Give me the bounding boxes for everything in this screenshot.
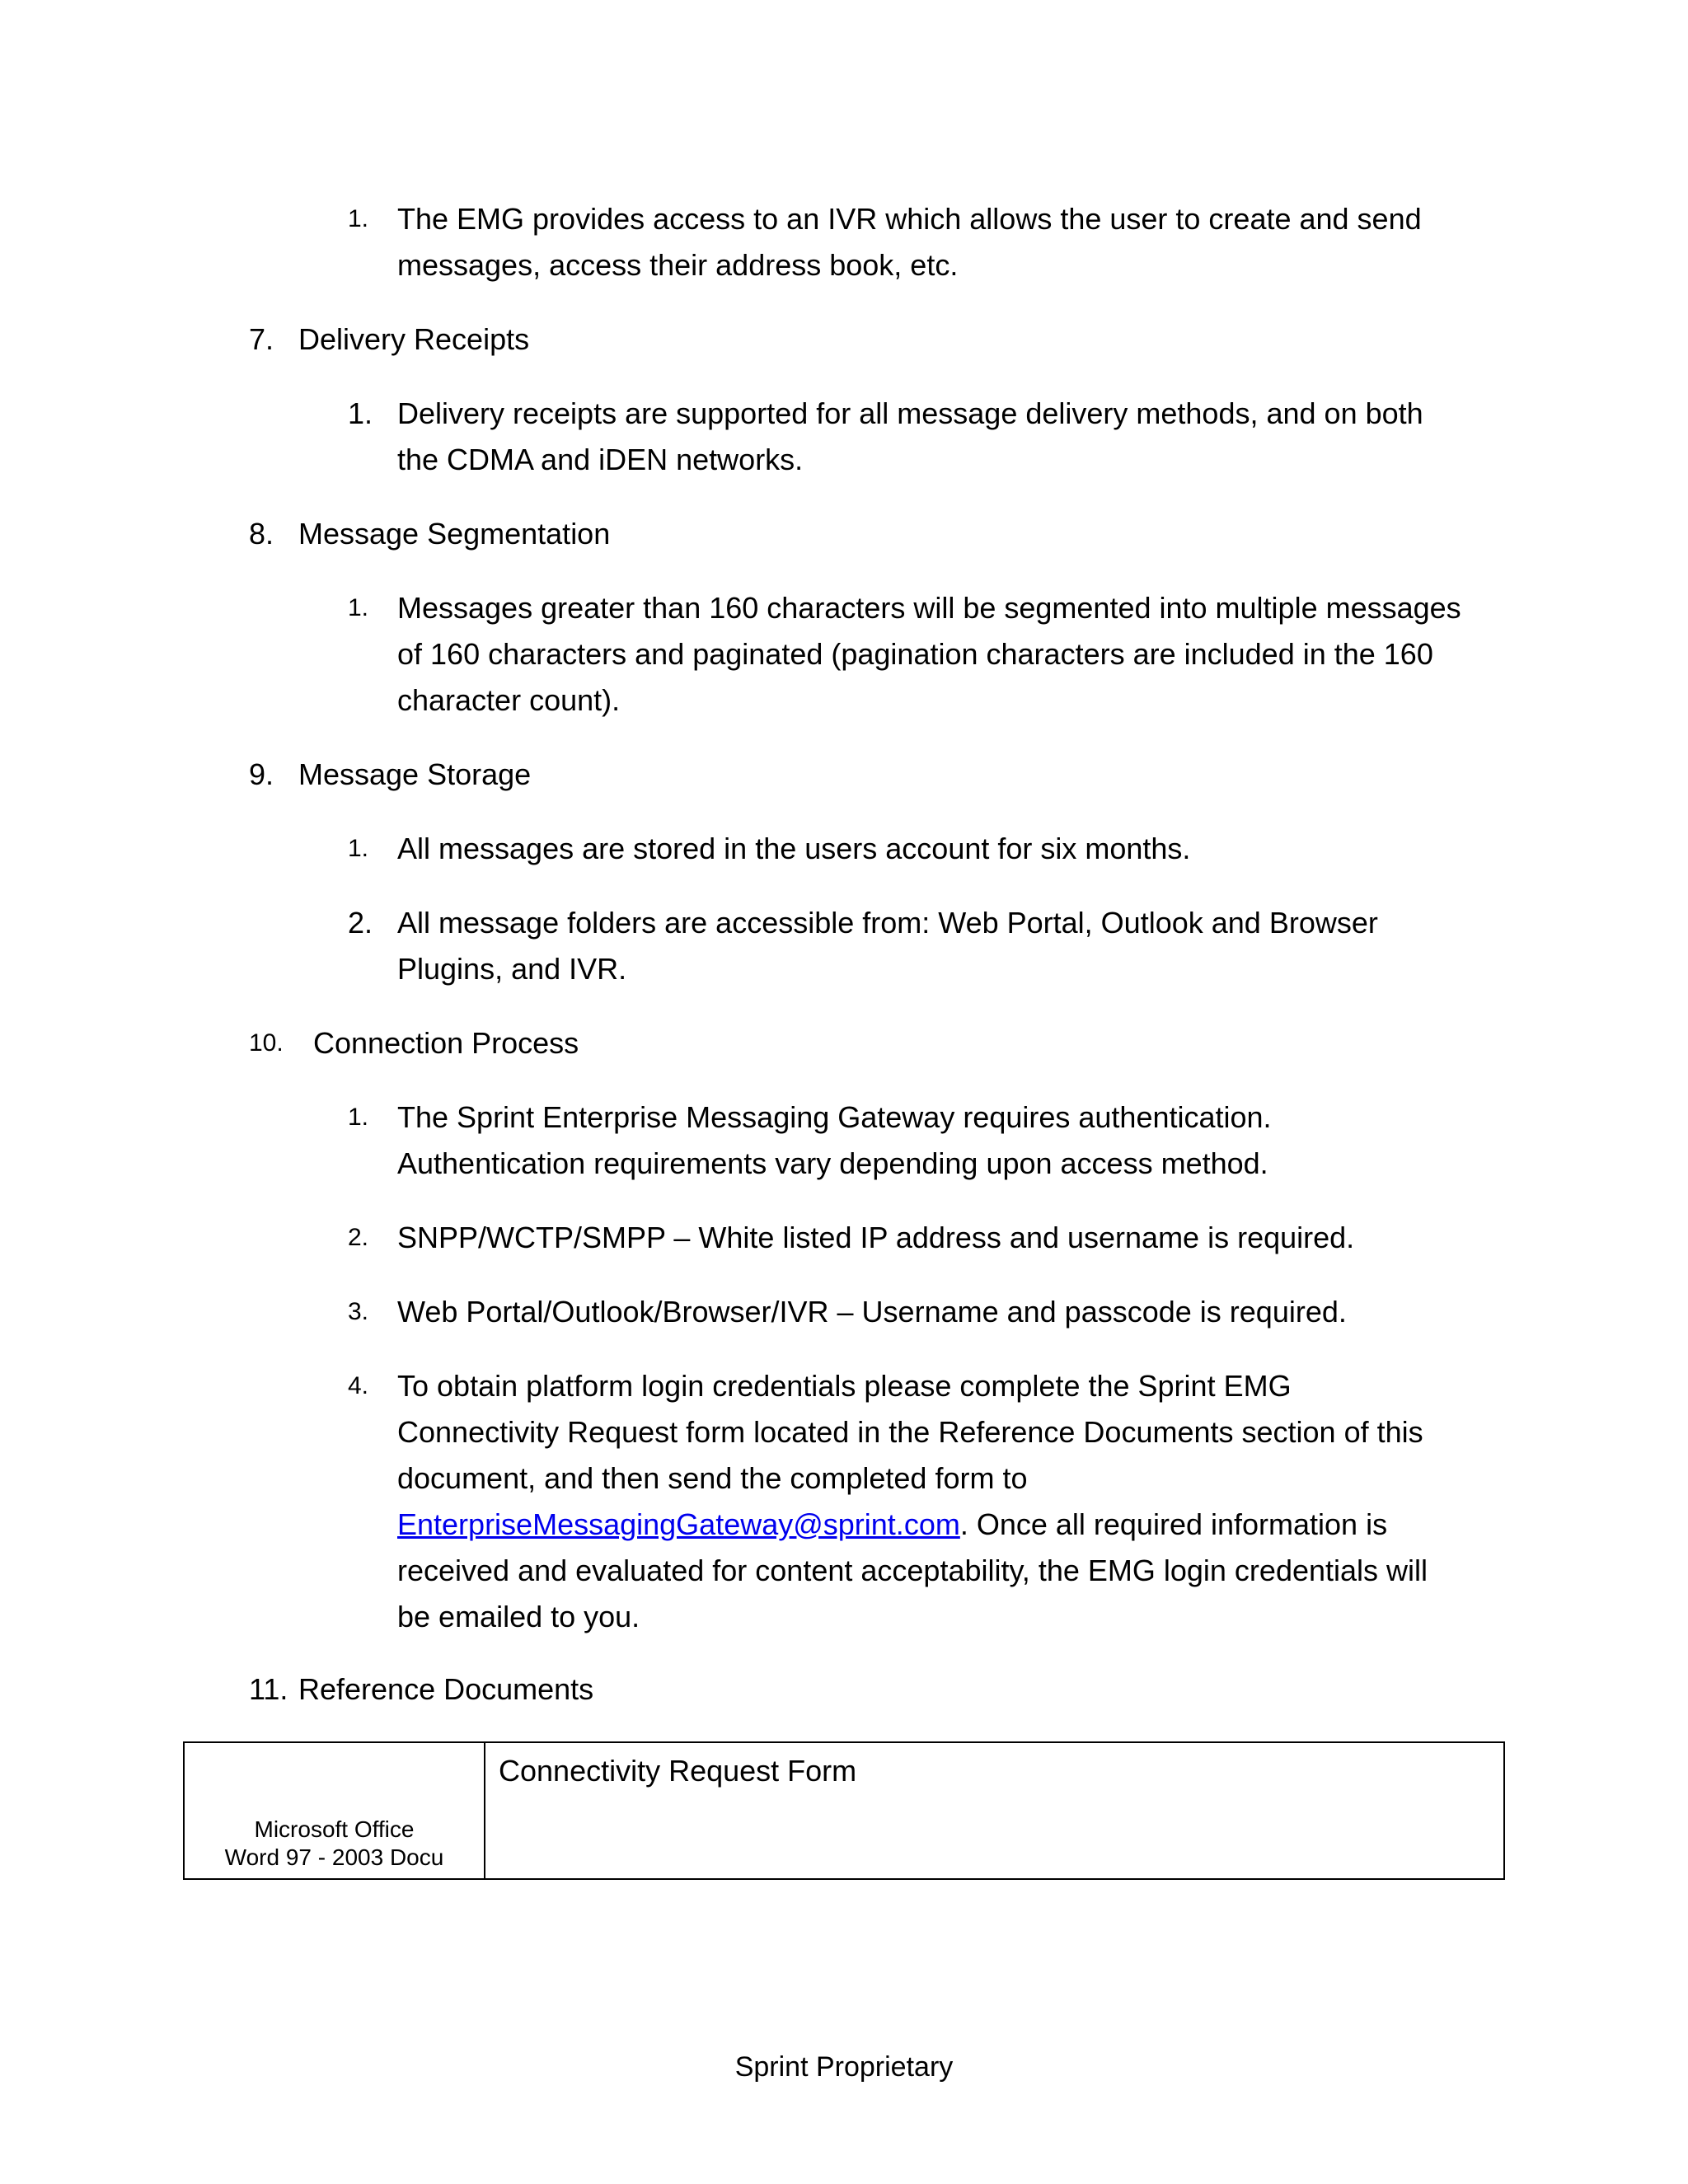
section-number: 8. bbox=[249, 517, 274, 551]
list-number: 2. bbox=[348, 1224, 369, 1251]
list-item-text: All messages are stored in the users account for six months. bbox=[397, 832, 1191, 865]
section-number: 10. bbox=[249, 1029, 284, 1057]
list-number: 4. bbox=[348, 1372, 369, 1399]
email-link[interactable]: EnterpriseMessagingGateway@sprint.com bbox=[397, 1507, 960, 1541]
section-title: Connection Process bbox=[313, 1026, 579, 1060]
section-title: Reference Documents bbox=[298, 1672, 594, 1706]
list-number: 1. bbox=[348, 205, 369, 232]
list-number: 1. bbox=[348, 835, 369, 862]
list-number: 2. bbox=[348, 906, 373, 940]
section-title: Message Segmentation bbox=[298, 517, 611, 551]
list-number: 3. bbox=[348, 1298, 369, 1325]
list-number: 1. bbox=[348, 1104, 369, 1131]
section-title: Message Storage bbox=[298, 757, 532, 791]
list-item-text: SNPP/WCTP/SMPP – White listed IP address and username is required. bbox=[397, 1221, 1355, 1254]
list-number: 1. bbox=[348, 594, 369, 621]
form-title: Connectivity Request Form bbox=[499, 1754, 857, 1788]
page-footer: Sprint Proprietary bbox=[734, 2051, 954, 2083]
list-item-text: Delivery receipts are supported for all message delivery methods, and on both the CDMA and iDEN networks. bbox=[397, 396, 1423, 476]
reference-table bbox=[183, 1741, 1505, 1880]
section-title: Delivery Receipts bbox=[298, 322, 530, 356]
section-number: 9. bbox=[249, 757, 274, 791]
list-item-text: Messages greater than 160 characters will be segmented into multiple messages of 160 characters and paginated (pagination characters are included in the 160 character count). bbox=[397, 591, 1461, 717]
list-item-text: The Sprint Enterprise Messaging Gateway requires authentication. Authentication requirements vary depending upon access method. bbox=[397, 1100, 1272, 1180]
list-number: 1. bbox=[348, 396, 373, 430]
table-divider bbox=[484, 1743, 485, 1878]
section-number: 11. bbox=[249, 1672, 288, 1706]
list-item-text: Web Portal/Outlook/Browser/IVR – Username and passcode is required. bbox=[397, 1295, 1347, 1329]
embedded-document[interactable]: Microsoft Office Word 97 - 2003 Docu bbox=[224, 1816, 444, 1870]
list-item-text: All message folders are accessible from: Web Portal, Outlook and Browser Plugins, and IVR. bbox=[397, 906, 1378, 986]
list-item-text: To obtain platform login credentials please complete the Sprint EMG Connectivity Request form located in the Reference Documents section of this document, and then send the completed form to EnterpriseMessagingGateway@sprint.com. Once all required information is received and evaluated for content acceptability, the EMG login credentials will be emailed to you. bbox=[397, 1369, 1428, 1633]
list-item-text: The EMG provides access to an IVR which allows the user to create and send messages, access their address book, etc. bbox=[397, 202, 1422, 282]
section-number: 7. bbox=[249, 322, 274, 356]
